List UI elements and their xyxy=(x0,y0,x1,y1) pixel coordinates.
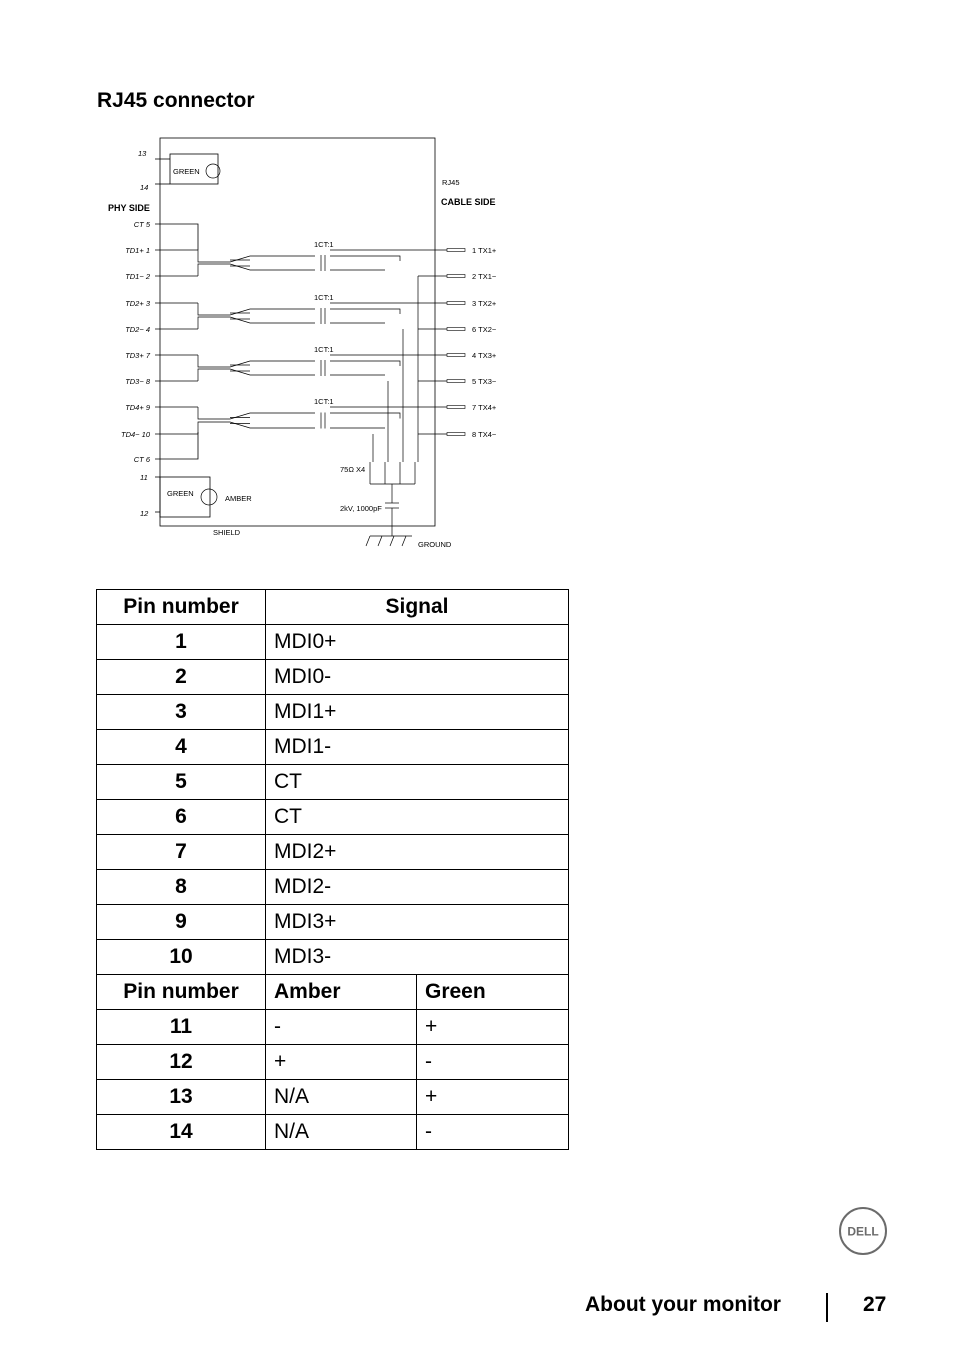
green-cell: - xyxy=(417,1115,569,1150)
signal-cell: CT xyxy=(266,765,569,800)
pin-number-cell: 2 xyxy=(97,660,266,695)
phy-side-label: PHY SIDE xyxy=(108,203,150,213)
phy-pin-label: TD4+ 9 xyxy=(125,403,150,412)
table-row xyxy=(97,730,569,765)
led-top-pin-a: 13 xyxy=(138,149,147,158)
dell-logo-text: DELL xyxy=(847,1224,879,1239)
amber-cell: N/A xyxy=(266,1115,417,1150)
cable-pin-terminal xyxy=(447,380,465,383)
cable-pin-terminal xyxy=(447,406,465,409)
cable-pin-terminal xyxy=(447,433,465,436)
cable-pin-label: 2 TX1− xyxy=(472,272,497,281)
cable-pin-label: 3 TX2+ xyxy=(472,299,497,308)
led-top-color-label: GREEN xyxy=(173,167,200,176)
led-bottom-color-b: AMBER xyxy=(225,494,252,503)
table-row xyxy=(97,870,569,905)
cable-pin-label: 1 TX1+ xyxy=(472,246,497,255)
transformer-label: 1CT:1 xyxy=(314,240,334,249)
cable-pin-terminal xyxy=(447,354,465,357)
pin-number-cell: 8 xyxy=(97,870,266,905)
table-row xyxy=(97,835,569,870)
green-cell: - xyxy=(417,1045,569,1080)
amber-cell: N/A xyxy=(266,1080,417,1115)
cable-pin-label: 5 TX3− xyxy=(472,377,497,386)
table-row xyxy=(97,800,569,835)
signal-cell: CT xyxy=(266,800,569,835)
table-row xyxy=(97,1080,569,1115)
table-row xyxy=(97,695,569,730)
signal-header-row xyxy=(97,590,569,625)
ground-label: GROUND xyxy=(418,540,452,549)
footer-divider xyxy=(826,1293,828,1322)
transformer-channel xyxy=(155,303,447,462)
led-bottom-pin-b: 12 xyxy=(140,509,149,518)
signal-cell: MDI1- xyxy=(266,730,569,765)
pin-number-cell: 13 xyxy=(97,1080,266,1115)
pin-number-cell: 1 xyxy=(97,625,266,660)
transformer-label: 1CT:1 xyxy=(314,345,334,354)
signal-cell: MDI3+ xyxy=(266,905,569,940)
table-row xyxy=(97,765,569,800)
shield-label: SHIELD xyxy=(213,528,241,537)
transformer-label: 1CT:1 xyxy=(314,293,334,302)
pin-number-header: Pin number xyxy=(97,975,266,1010)
table-row xyxy=(97,905,569,940)
phy-pin-label: TD3− 8 xyxy=(125,377,150,386)
led-top-pin-b: 14 xyxy=(140,183,149,192)
cable-pin-terminal xyxy=(447,249,465,252)
transformer-label: 1CT:1 xyxy=(314,397,334,406)
signal-cell: MDI2+ xyxy=(266,835,569,870)
section-title: RJ45 connector xyxy=(97,89,255,112)
led-bottom-color-a: GREEN xyxy=(167,489,194,498)
pin-number-cell: 11 xyxy=(97,1010,266,1045)
cable-pin-label: 4 TX3+ xyxy=(472,351,497,360)
signal-cell: MDI1+ xyxy=(266,695,569,730)
pin-number-cell: 12 xyxy=(97,1045,266,1080)
pin-number-cell: 5 xyxy=(97,765,266,800)
pin-number-cell: 14 xyxy=(97,1115,266,1150)
pin-number-cell: 3 xyxy=(97,695,266,730)
cable-pin-label: 8 TX4− xyxy=(472,430,497,439)
table-row xyxy=(97,1045,569,1080)
dell-logo xyxy=(838,1206,888,1256)
green-cell: + xyxy=(417,1010,569,1045)
table-row xyxy=(97,1115,569,1150)
capacitor-label: 2kV, 1000pF xyxy=(340,504,382,513)
table-row xyxy=(97,660,569,695)
cable-pin-label: 7 TX4+ xyxy=(472,403,497,412)
cable-pin-terminal xyxy=(447,328,465,331)
pin-number-cell: 10 xyxy=(97,940,266,975)
amber-cell: + xyxy=(266,1045,417,1080)
green-header: Green xyxy=(417,975,569,1010)
green-cell: + xyxy=(417,1080,569,1115)
resistor-label: 75Ω X4 xyxy=(340,465,366,474)
phy-pin-label: TD1− 2 xyxy=(125,272,150,281)
pin-number-cell: 7 xyxy=(97,835,266,870)
pin-number-cell: 4 xyxy=(97,730,266,765)
phy-pin-label: CT 5 xyxy=(133,220,150,229)
phy-pin-label: CT 6 xyxy=(133,455,150,464)
footer-section-title: About your monitor xyxy=(585,1293,781,1316)
rj45-label: RJ45 xyxy=(442,178,460,187)
pin-number-cell: 6 xyxy=(97,800,266,835)
phy-pin-label: TD4− 10 xyxy=(121,430,150,439)
amber-header: Amber xyxy=(266,975,417,1010)
signal-header: Signal xyxy=(266,590,569,625)
phy-pin-label: TD1+ 1 xyxy=(125,246,150,255)
signal-cell: MDI3- xyxy=(266,940,569,975)
rj45-schematic-diagram xyxy=(100,132,520,557)
pin-assignment-table xyxy=(96,589,569,1150)
signal-cell: MDI2- xyxy=(266,870,569,905)
phy-pin-label: TD2+ 3 xyxy=(125,299,150,308)
cable-side-label: CABLE SIDE xyxy=(441,197,496,207)
led-header-row xyxy=(97,975,569,1010)
table-row xyxy=(97,940,569,975)
cable-pin-label: 6 TX2− xyxy=(472,325,497,334)
pin-number-header: Pin number xyxy=(97,590,266,625)
phy-pin-label: TD2− 4 xyxy=(125,325,150,334)
table-row xyxy=(97,625,569,660)
phy-pin-label: TD3+ 7 xyxy=(125,351,150,360)
signal-cell: MDI0+ xyxy=(266,625,569,660)
page-number: 27 xyxy=(863,1293,887,1316)
pin-number-cell: 9 xyxy=(97,905,266,940)
table-row xyxy=(97,1010,569,1045)
signal-cell: MDI0- xyxy=(266,660,569,695)
cable-pin-terminal xyxy=(447,275,465,278)
cable-pin-terminal xyxy=(447,302,465,305)
led-bottom-pin-a: 11 xyxy=(140,473,148,482)
amber-cell: - xyxy=(266,1010,417,1045)
